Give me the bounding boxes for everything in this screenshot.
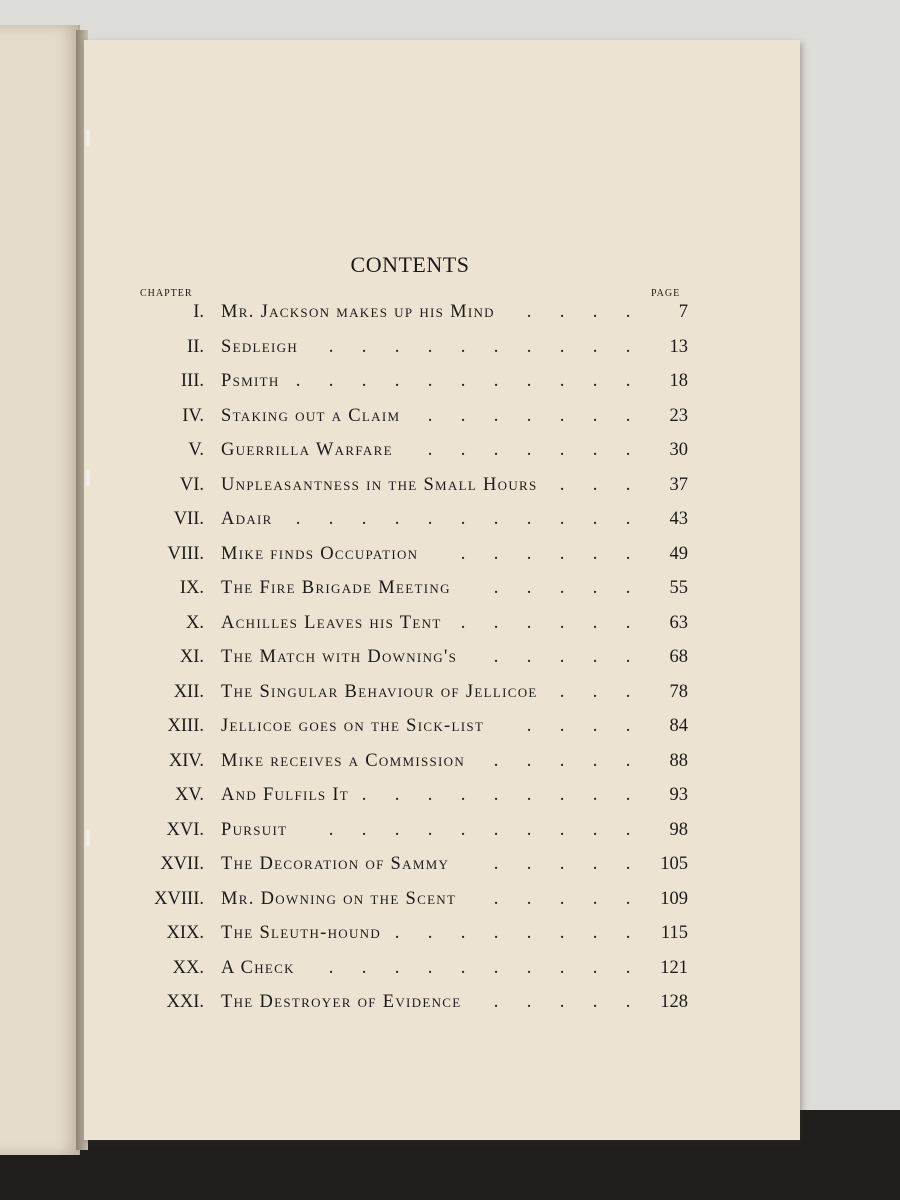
toc-entry	[0, 406, 900, 436]
leader-dot: .	[559, 336, 565, 357]
leader-dot: .	[625, 957, 631, 978]
leader-dot: .	[295, 371, 301, 391]
leader-dot: .	[559, 888, 565, 909]
toc-entry	[0, 889, 900, 919]
leader-dot: .	[526, 923, 532, 943]
leader-dot: .	[625, 440, 631, 460]
toc-entry	[0, 958, 900, 988]
leader-dot: .	[526, 819, 532, 840]
page-number: 30	[669, 440, 688, 460]
leader-dot: .	[493, 750, 499, 771]
leader-dot: .	[559, 785, 565, 805]
leader-dot: .	[526, 854, 532, 874]
page-number: 128	[660, 992, 688, 1012]
leader-dot: .	[493, 957, 499, 978]
page-number: 109	[660, 888, 688, 909]
toc-entry	[0, 337, 900, 367]
chapter-title: Mr. Jackson makes up his Mind	[221, 302, 495, 322]
toc-entry	[0, 302, 900, 332]
page-number: 93	[669, 785, 688, 805]
leader-dot: .	[493, 819, 499, 840]
leader-dot: .	[592, 474, 598, 495]
chapter-numeral: V.	[188, 440, 204, 460]
leader-dot: .	[592, 819, 598, 840]
toc-entry	[0, 371, 900, 401]
chapter-title: The Sleuth-hound	[221, 923, 382, 943]
leader-dot: .	[592, 371, 598, 391]
page-number: 18	[669, 371, 688, 391]
leader-dot: .	[625, 612, 631, 633]
page-number: 49	[669, 543, 688, 564]
leader-dot: .	[328, 509, 334, 529]
toc-entry	[0, 854, 900, 884]
page-number: 43	[669, 509, 688, 529]
leader-dot: .	[493, 371, 499, 391]
toc-entry	[0, 923, 900, 953]
leader-dot: .	[625, 509, 631, 529]
leader-dot: .	[427, 819, 433, 840]
chapter-numeral: XII.	[173, 681, 204, 702]
leader-dot: .	[526, 957, 532, 978]
chapter-numeral: XVII.	[160, 854, 204, 874]
leader-dot: .	[625, 716, 631, 736]
toc-entry	[0, 613, 900, 643]
leader-dot: .	[493, 612, 499, 633]
toc-entry	[0, 544, 900, 574]
leader-dot: .	[625, 888, 631, 909]
leader-dot: .	[625, 785, 631, 805]
leader-dot: .	[493, 785, 499, 805]
leader-dot: .	[493, 923, 499, 943]
leader-dot: .	[394, 923, 400, 943]
chapter-numeral: XIII.	[167, 716, 204, 736]
chapter-numeral: VII.	[173, 509, 204, 529]
leader-dot: .	[592, 543, 598, 564]
leader-dot: .	[526, 543, 532, 564]
chapter-numeral: XVI.	[166, 819, 204, 840]
leader-dot: .	[592, 302, 598, 322]
chapter-numeral: XX.	[172, 957, 204, 978]
leader-dot: .	[460, 957, 466, 978]
leader-dot: .	[328, 957, 334, 978]
leader-dot: .	[526, 440, 532, 460]
chapter-numeral: II.	[187, 336, 204, 357]
chapter-title: Mr. Downing on the Scent	[221, 888, 457, 909]
toc-entry	[0, 751, 900, 781]
leader-dot: .	[460, 612, 466, 633]
leader-dot: .	[559, 302, 565, 322]
leader-dot: .	[394, 819, 400, 840]
page-number: 115	[660, 923, 688, 943]
leader-dot: .	[559, 647, 565, 667]
toc-entry	[0, 992, 900, 1022]
leader-dot: .	[460, 923, 466, 943]
leader-dot: .	[592, 405, 598, 426]
leader-dot: .	[526, 509, 532, 529]
leader-dot: .	[592, 681, 598, 702]
leader-dot: .	[460, 336, 466, 357]
leader-dot: .	[625, 681, 631, 702]
leader-dot: .	[493, 440, 499, 460]
leader-dot: .	[592, 509, 598, 529]
leader-dot: .	[625, 405, 631, 426]
toc-entry	[0, 682, 900, 712]
leader-dot: .	[526, 992, 532, 1012]
chapter-title: Psmith	[221, 371, 280, 391]
page-number: 13	[669, 336, 688, 357]
toc-entry	[0, 509, 900, 539]
leader-dot: .	[559, 854, 565, 874]
chapter-title: Achilles Leaves his Tent	[221, 612, 442, 633]
page-number: 105	[660, 854, 688, 874]
page-number: 121	[660, 957, 688, 978]
chapter-title: The Singular Behaviour of Jellicoe	[221, 681, 538, 702]
leader-dot: .	[427, 923, 433, 943]
chapter-title: The Decoration of Sammy	[221, 854, 450, 874]
leader-dot: .	[625, 543, 631, 564]
toc-entry	[0, 578, 900, 608]
leader-dot: .	[328, 819, 334, 840]
leader-dot: .	[460, 543, 466, 564]
leader-dot: .	[361, 819, 367, 840]
leader-dot: .	[592, 854, 598, 874]
leader-dot: .	[625, 336, 631, 357]
leader-dot: .	[526, 371, 532, 391]
chapter-numeral: VI.	[179, 474, 204, 495]
leader-dot: .	[592, 923, 598, 943]
chapter-numeral: XIV.	[168, 750, 204, 771]
leader-dot: .	[493, 578, 499, 598]
leader-dot: .	[592, 888, 598, 909]
chapter-numeral: IV.	[182, 405, 204, 426]
leader-dot: .	[295, 509, 301, 529]
leader-dot: .	[625, 992, 631, 1012]
leader-dot: .	[592, 578, 598, 598]
leader-dot: .	[559, 440, 565, 460]
leader-dot: .	[460, 371, 466, 391]
chapter-numeral: XV.	[175, 785, 204, 805]
chapter-numeral: III.	[180, 371, 204, 391]
leader-dot: .	[559, 612, 565, 633]
leader-dot: .	[493, 509, 499, 529]
leader-dot: .	[427, 405, 433, 426]
page-number: 37	[669, 474, 688, 495]
leader-dot: .	[526, 785, 532, 805]
leader-dot: .	[427, 509, 433, 529]
chapter-numeral: XXI.	[166, 992, 204, 1012]
leader-dot: .	[394, 336, 400, 357]
leader-dot: .	[559, 509, 565, 529]
chapter-title: Guerrilla Warfare	[221, 440, 393, 460]
leader-dot: .	[328, 371, 334, 391]
chapter-numeral: XVIII.	[154, 888, 204, 909]
leader-dot: .	[460, 405, 466, 426]
page-column-label: PAGE	[651, 288, 681, 299]
leader-dot: .	[559, 716, 565, 736]
chapter-numeral: IX.	[179, 578, 204, 598]
leader-dot: .	[493, 854, 499, 874]
leader-dot: .	[625, 474, 631, 495]
leader-dot: .	[526, 888, 532, 909]
leader-dot: .	[493, 543, 499, 564]
leader-dot: .	[592, 440, 598, 460]
leader-dot: .	[526, 647, 532, 667]
leader-dot: .	[427, 957, 433, 978]
leader-dot: .	[526, 302, 532, 322]
leader-dot: .	[625, 647, 631, 667]
leader-dot: .	[559, 923, 565, 943]
toc-entry	[0, 820, 900, 850]
leader-dot: .	[394, 371, 400, 391]
leader-dot: .	[526, 750, 532, 771]
leader-dot: .	[361, 509, 367, 529]
leader-dot: .	[625, 923, 631, 943]
leader-dot: .	[592, 992, 598, 1012]
leader-dot: .	[592, 750, 598, 771]
leader-dot: .	[625, 302, 631, 322]
page-number: 7	[678, 302, 688, 322]
chapter-title: And Fulfils It	[221, 785, 350, 805]
leader-dot: .	[592, 612, 598, 633]
leader-dot: .	[361, 957, 367, 978]
page-number: 63	[669, 612, 688, 633]
leader-dot: .	[559, 750, 565, 771]
leader-dot: .	[427, 785, 433, 805]
leader-dot: .	[460, 509, 466, 529]
leader-dot: .	[625, 819, 631, 840]
leader-dot: .	[394, 509, 400, 529]
binding-stitch	[86, 130, 90, 146]
chapter-column-label: CHAPTER	[140, 288, 193, 299]
chapter-numeral: VIII.	[167, 543, 204, 564]
leader-dot: .	[592, 957, 598, 978]
chapter-title: Staking out a Claim	[221, 405, 401, 426]
chapter-title: Sedleigh	[221, 336, 299, 357]
chapter-title: Jellicoe goes on the Sick-list	[221, 716, 485, 736]
leader-dot: .	[526, 336, 532, 357]
leader-dot: .	[526, 716, 532, 736]
leader-dot: .	[493, 336, 499, 357]
chapter-title: A Check	[221, 957, 295, 978]
leader-dot: .	[625, 578, 631, 598]
chapter-title: The Match with Downing's	[221, 647, 458, 667]
leader-dot: .	[559, 405, 565, 426]
leader-dot: .	[460, 440, 466, 460]
leader-dot: .	[559, 543, 565, 564]
chapter-numeral: XIX.	[166, 923, 204, 943]
chapter-title: The Destroyer of Evidence	[221, 992, 462, 1012]
leader-dot: .	[460, 785, 466, 805]
leader-dot: .	[559, 474, 565, 495]
leader-dot: .	[493, 405, 499, 426]
leader-dot: .	[559, 681, 565, 702]
chapter-title: Unpleasantness in the Small Hours	[221, 474, 538, 495]
page-number: 84	[669, 716, 688, 736]
leader-dot: .	[394, 785, 400, 805]
leader-dot: .	[526, 578, 532, 598]
chapter-numeral: I.	[193, 302, 204, 322]
chapter-numeral: XI.	[179, 647, 204, 667]
leader-dot: .	[625, 854, 631, 874]
leader-dot: .	[493, 888, 499, 909]
leader-dot: .	[592, 716, 598, 736]
leader-dot: .	[559, 578, 565, 598]
leader-dot: .	[394, 957, 400, 978]
toc-entry	[0, 475, 900, 505]
page-number: 88	[669, 750, 688, 771]
leader-dot: .	[592, 785, 598, 805]
toc-entry	[0, 785, 900, 815]
page-number: 23	[669, 405, 688, 426]
page-number: 78	[669, 681, 688, 702]
leader-dot: .	[328, 336, 334, 357]
leader-dot: .	[427, 371, 433, 391]
leader-dot: .	[526, 612, 532, 633]
leader-dot: .	[427, 440, 433, 460]
chapter-title: Mike receives a Commission	[221, 750, 466, 771]
leader-dot: .	[493, 647, 499, 667]
leader-dot: .	[559, 819, 565, 840]
leader-dot: .	[361, 371, 367, 391]
leader-dot: .	[592, 336, 598, 357]
leader-dot: .	[625, 371, 631, 391]
leader-dot: .	[493, 992, 499, 1012]
leader-dot: .	[559, 957, 565, 978]
leader-dot: .	[427, 336, 433, 357]
toc-entry	[0, 440, 900, 470]
leader-dot: .	[559, 371, 565, 391]
toc-entry	[0, 716, 900, 746]
page-number: 68	[669, 647, 688, 667]
page-number: 98	[669, 819, 688, 840]
chapter-title: Adair	[221, 509, 273, 529]
page-number: 55	[669, 578, 688, 598]
chapter-title: The Fire Brigade Meeting	[221, 578, 451, 598]
leader-dot: .	[460, 819, 466, 840]
leader-dot: .	[361, 336, 367, 357]
leader-dot: .	[592, 647, 598, 667]
leader-dot: .	[559, 992, 565, 1012]
leader-dot: .	[361, 785, 367, 805]
contents-heading: CONTENTS	[350, 252, 470, 277]
chapter-title: Mike finds Occupation	[221, 543, 419, 564]
chapter-title: Pursuit	[221, 819, 288, 840]
chapter-numeral: X.	[186, 612, 204, 633]
leader-dot: .	[526, 405, 532, 426]
toc-entry	[0, 647, 900, 677]
leader-dot: .	[625, 750, 631, 771]
